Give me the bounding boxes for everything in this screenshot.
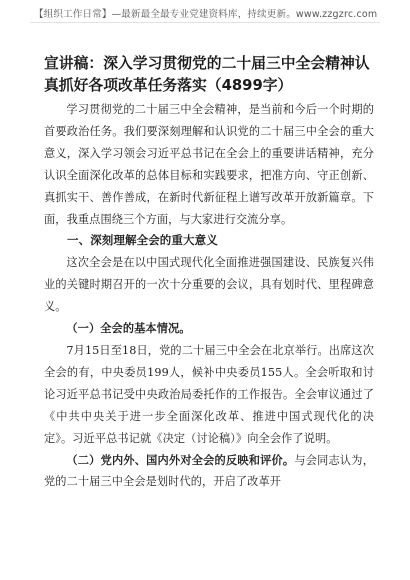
subsection-heading-1: （一）全会的基本情况。 [66, 321, 191, 336]
header-divider [30, 22, 380, 23]
subsection-heading-2: （二）党内外、国内外对全会的反映和评价。 [66, 452, 295, 467]
page-header: 【组织工作日常】—最新最全最专业党建资料库，持续更新。www.zzgzrc.com [34, 9, 378, 20]
document-title: 宣讲稿：深入学习贯彻党的二十届三中全会精神认真抓好各项改革任务落实（4899字） [44, 55, 370, 94]
document-body [44, 99, 374, 493]
subsection-1-paragraph: 7月15日至18日，党的二十届三中全会在北京举行。出席这次全会的有，中央委员199人，候补中央委员155人。全会听取和讨论习近平总书记受中央政治局委托作的工作报告。全会审议通过了《中共中央关于进一步全面深化改革、推进中国式现代化的决定》。习近平总书记就《决定（讨论稿）》向全会作了说明。 [44, 343, 374, 445]
section-heading-1: 一、深刻理解全会的重大意义 [67, 233, 218, 248]
subsection-2-paragraph [44, 450, 374, 494]
section-1-paragraph: 这次全会是在以中国式现代化全面推进强国建设、民族复兴伟业的关键时期召开的一次十分重要的会议，具有划时代、里程碑意义。 [44, 256, 374, 314]
intro-paragraph: 学习贯彻党的二十届三中全会精神，是当前和今后一个时期的首要政治任务。我们要深刻理解和认识党的二十届三中全会的重大意义，深入学习领会习近平总书记在全会上的重要讲话精神，充分认识全面深化改革的总体目标和实践要求，把准方向、守正创新、真抓实干、善作善成，在新时代新征程上谱写改革开放新篇章。下面，我重点围绕三个方面，与大家进行交流分享。 [44, 103, 374, 226]
subsection-2-text: 与会同志认为，党的二十届三中全会是划时代的，开启了改革开 [44, 453, 374, 489]
